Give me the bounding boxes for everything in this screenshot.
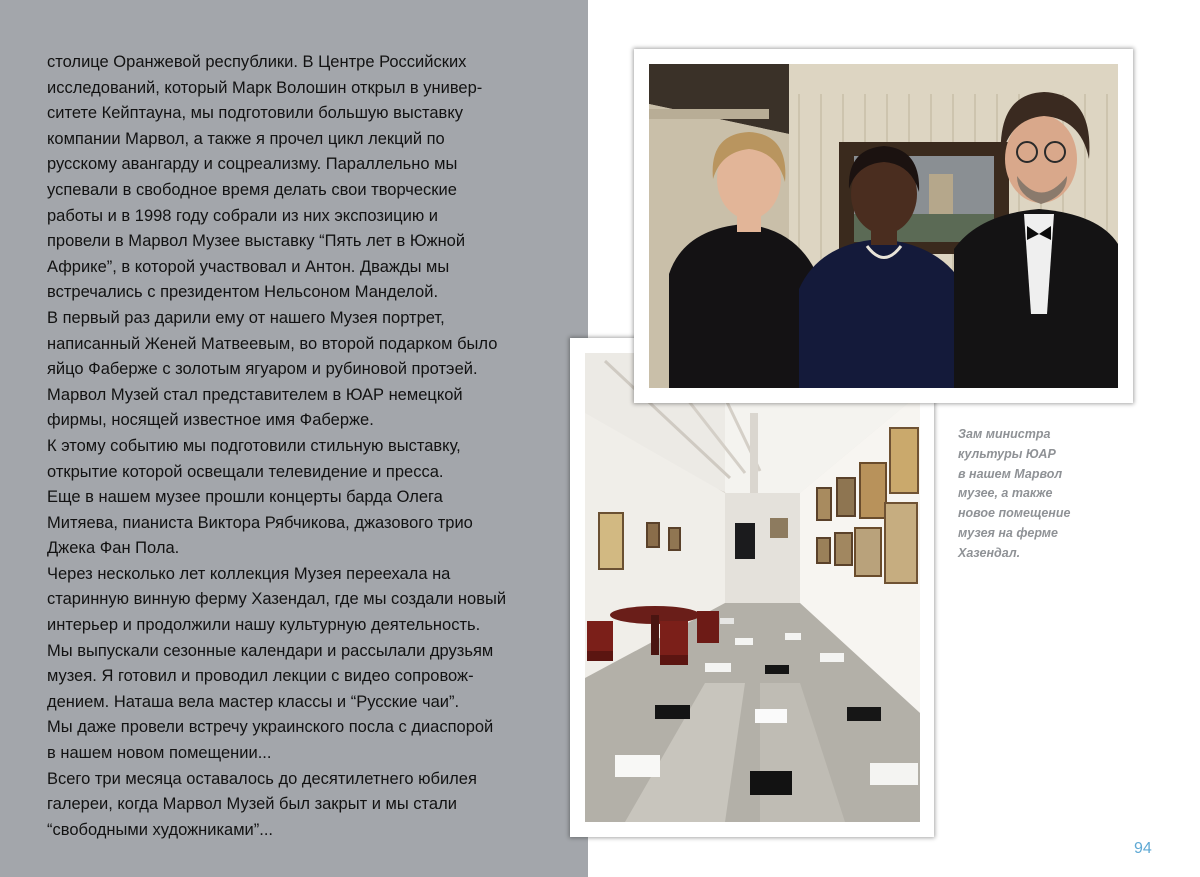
body-line: Мы даже провели встречу украинского посла с диаспорой	[47, 718, 494, 737]
body-line: яйцо Фаберже с золотым ягуаром и рубиновой протэей.	[47, 360, 478, 379]
body-line: русскому авангарду и соцреализму. Параллельно мы	[47, 155, 458, 174]
body-line: встречались с президентом Нельсоном Манделой.	[47, 283, 439, 302]
body-line: Всего три месяца оставалось до десятилетнего юбилея	[47, 769, 477, 788]
body-line: К этому событию мы подготовили стильную выставку,	[47, 436, 461, 455]
body-line: Марвол Музей стал представителем в ЮАР немецкой	[47, 385, 463, 404]
body-line: старинную винную ферму Хазендал, где мы создали новый	[47, 590, 507, 609]
body-line: В первый раз дарили ему от нашего Музея портрет,	[47, 308, 445, 327]
photo-caption	[958, 425, 1158, 564]
body-line: Мы выпускали сезонные календари и рассылали друзьям	[47, 641, 494, 660]
gallery-interior-photo-frame	[570, 338, 934, 837]
body-line: компании Марвол, а также я прочел цикл лекций по	[47, 129, 445, 148]
body-line: Джека Фан Пола.	[47, 539, 180, 558]
body-line: ситете Кейптауна, мы подготовили большую выставку	[47, 104, 463, 123]
page-number: 94	[1134, 840, 1152, 857]
caption-line: музея на ферме	[958, 525, 1059, 540]
body-line: в нашем новом помещении...	[47, 744, 272, 763]
body-line: провели в Марвол Музее выставку “Пять лет в Южной	[47, 232, 466, 251]
body-line: открытие которой освещали телевидение и пресса.	[47, 462, 444, 481]
body-line: галереи, когда Марвол Музей был закрыт и мы стали	[47, 795, 457, 814]
body-line: Африке”, в которой участвовал и Антон. Дважды мы	[47, 257, 450, 276]
caption-line: в нашем Марвол	[958, 466, 1063, 481]
body-line: работы и в 1998 году собрали из них экспозицию и	[47, 206, 438, 225]
caption-line: Хазендал.	[958, 545, 1021, 560]
body-line: Еще в нашем музее прошли концерты барда Олега	[47, 488, 443, 507]
body-line: успевали в свободное время делать свои творческие	[47, 180, 457, 199]
caption-line: культуры ЮАР	[958, 446, 1056, 461]
body-text	[47, 50, 567, 843]
people-photo	[649, 64, 1118, 388]
caption-line: Зам министра	[958, 427, 1051, 441]
body-line: “свободными художниками”...	[47, 820, 274, 839]
body-line: исследований, который Марк Волошин открыл в универ-	[47, 78, 483, 97]
body-line: фирмы, носящей известное имя Фаберже.	[47, 411, 374, 430]
caption-line: новое помещение	[958, 506, 1071, 521]
body-line: Митяева, пианиста Виктора Рябчикова, джазового трио	[47, 513, 473, 532]
people-photo-frame	[634, 49, 1133, 403]
body-line: дением. Наташа вела мастер классы и “Русские чаи”.	[47, 692, 460, 711]
body-line: написанный Женей Матвеевым, во второй подарком было	[47, 334, 498, 353]
body-line: интерьер и продолжили нашу культурную деятельность.	[47, 616, 481, 635]
body-line: музея. Я готовил и проводил лекции с видео сопровож-	[47, 667, 474, 686]
gallery-interior-photo	[585, 353, 920, 822]
body-line: Через несколько лет коллекция Музея переехала на	[47, 564, 451, 583]
body-line: столице Оранжевой республики. В Центре Российских	[47, 53, 467, 71]
caption-line: музее, а также	[958, 486, 1053, 501]
